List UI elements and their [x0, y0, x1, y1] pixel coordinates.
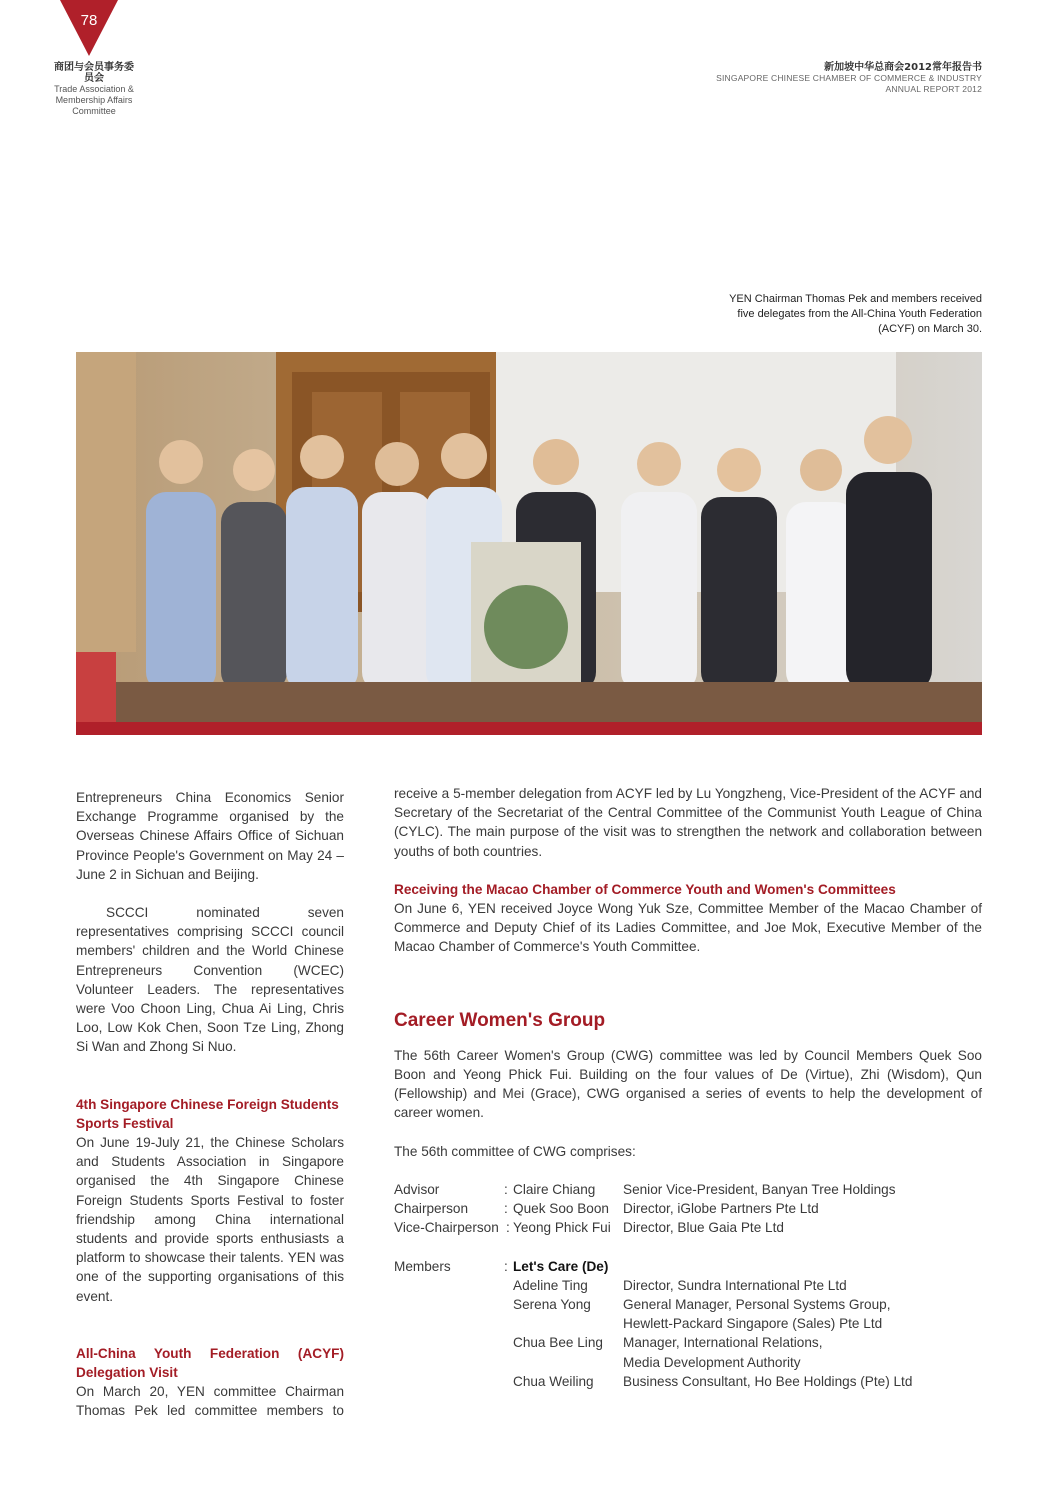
committee-role: Chairperson	[394, 1201, 469, 1217]
committee-row	[394, 1180, 982, 1199]
member-desc: Hewlett-Packard Singapore (Sales) Pte Ltd	[623, 1316, 883, 1332]
caption-line-2: five delegates from the All-China Youth Federation	[737, 308, 982, 320]
member-name: Serena Yong	[513, 1297, 591, 1313]
committee-label-en-3: Committee	[72, 106, 116, 116]
left-paragraph-3: On June 19-July 21, the Chinese Scholars and Students Association in Singapore organised the 4th Singapore Chinese Foreign Students Sports Festival to foster friendship among China international students and provide sports enthusiasts a platform to showcase their talents. YEN was one of the supporting organisations of this event.	[76, 1135, 344, 1304]
committee-colon: :	[506, 1220, 510, 1236]
members-label: Members	[394, 1258, 451, 1274]
right-paragraph-3: The 56th Career Women's Group (CWG) committee was led by Council Members Quek Soo Boon and Yeong Phick Fui. Building on the four values of De (Virtue), Zhi (Wisdom), Qun (Fellowship) and Mei (Grace), CWG organised a series of events to help the development of career women.	[394, 1047, 982, 1121]
report-header-en-1: SINGAPORE CHINESE CHAMBER OF COMMERCE & INDUSTRY	[716, 73, 982, 83]
member-row	[394, 1314, 982, 1333]
section-title-career-womens-group: Career Women's Group	[394, 1009, 606, 1031]
committee-desc: Director, Blue Gaia Pte Ltd	[623, 1220, 784, 1236]
member-row	[394, 1353, 982, 1372]
committee-label-en-1: Trade Association &	[54, 84, 134, 94]
left-paragraph-1: Entrepreneurs China Economics Senior Exchange Programme organised by the Overseas Chinese Affairs Office of Sichuan Province People's Government on May 24 – June 2 in Sichuan and Beijing.	[76, 790, 344, 882]
left-paragraph-4: On March 20, YEN committee Chairman Thomas Pek led committee members to	[76, 1384, 344, 1419]
members-colon: :	[504, 1258, 508, 1274]
member-row	[394, 1295, 982, 1314]
member-row	[394, 1333, 982, 1352]
members-header-row	[394, 1257, 982, 1276]
left-heading-sports-festival: 4th Singapore Chinese Foreign Students Sports Festival	[76, 1096, 339, 1131]
page-number: 78	[80, 12, 98, 29]
member-name: Chua Bee Ling	[513, 1335, 603, 1351]
member-desc: Media Development Authority	[623, 1354, 801, 1370]
member-desc: Manager, International Relations,	[623, 1335, 823, 1351]
right-paragraph-2: On June 6, YEN received Joyce Wong Yuk Sze, Committee Member of the Macao Chamber of Commerce and Deputy Chief of its Ladies Committee, and Joe Mok, Executive Member of the Macao Chamber of Commerce's Youth Committee.	[394, 901, 982, 955]
member-name: Chua Weiling	[513, 1373, 594, 1389]
committee-colon: :	[504, 1201, 508, 1217]
member-desc: Director, Sundra International Pte Ltd	[623, 1277, 847, 1293]
report-header	[716, 62, 982, 95]
left-column	[76, 788, 344, 1421]
right-column	[394, 784, 982, 1410]
committee-desc: Director, iGlobe Partners Pte Ltd	[623, 1201, 819, 1217]
photo-caption	[682, 292, 982, 337]
committee-table	[394, 1180, 982, 1410]
committee-row	[394, 1199, 982, 1218]
committee-name: Yeong Phick Fui	[513, 1220, 611, 1236]
committee-name: Quek Soo Boon	[513, 1201, 609, 1217]
left-paragraph-2: SCCCI nominated seven representatives comprising SCCCI council members' children and the World Chinese Entrepreneurs Convention (WCEC) Volunteer Leaders. The representatives were Voo Choon Ling, Chua Ai Ling, Chris Loo, Low Kok Chen, Soon Tze Ling, Zhong Si Wan and Zhong Si Nuo.	[76, 905, 344, 1055]
committee-role: Advisor	[394, 1181, 440, 1197]
member-desc: General Manager, Personal Systems Group,	[623, 1297, 891, 1313]
right-paragraph-4: The 56th committee of CWG comprises:	[394, 1143, 636, 1159]
report-header-cn: 新加坡中华总商会2012常年报告书	[824, 62, 982, 73]
left-heading-acyf: All-China Youth Federation (ACYF) Delegation Visit	[76, 1345, 344, 1381]
committee-role: Vice-Chairperson	[394, 1220, 499, 1236]
caption-line-3: (ACYF) on March 30.	[878, 323, 982, 335]
members-group-name: Let's Care (De)	[513, 1258, 609, 1274]
committee-name: Claire Chiang	[513, 1181, 596, 1197]
committee-desc: Senior Vice-President, Banyan Tree Holdings	[623, 1181, 896, 1197]
committee-row	[394, 1218, 982, 1237]
report-header-en-2: ANNUAL REPORT 2012	[885, 84, 982, 94]
right-paragraph-1: receive a 5-member delegation from ACYF led by Lu Yongzheng, Vice-President of the ACYF and Secretary of the Secretariat of the Central Committee of the Communist Youth League of China (CYLC). The main purpose of the visit was to strengthen the network and collaboration between youths of both countries.	[394, 786, 982, 859]
right-heading-macao: Receiving the Macao Chamber of Commerce Youth and Women's Committees	[394, 881, 896, 897]
member-desc: Business Consultant, Ho Bee Holdings (Pte) Ltd	[623, 1373, 913, 1389]
member-row	[394, 1276, 982, 1295]
committee-colon: :	[504, 1181, 508, 1197]
committee-label-cn: 商团与会员事务委员会	[54, 62, 134, 84]
committee-label	[40, 62, 148, 117]
member-row	[394, 1372, 982, 1391]
caption-line-1: YEN Chairman Thomas Pek and members received	[729, 293, 982, 305]
member-name: Adeline Ting	[513, 1277, 588, 1293]
photo-accent-bar	[76, 722, 982, 735]
committee-label-en-2: Membership Affairs	[55, 95, 133, 105]
group-photo	[76, 352, 982, 722]
